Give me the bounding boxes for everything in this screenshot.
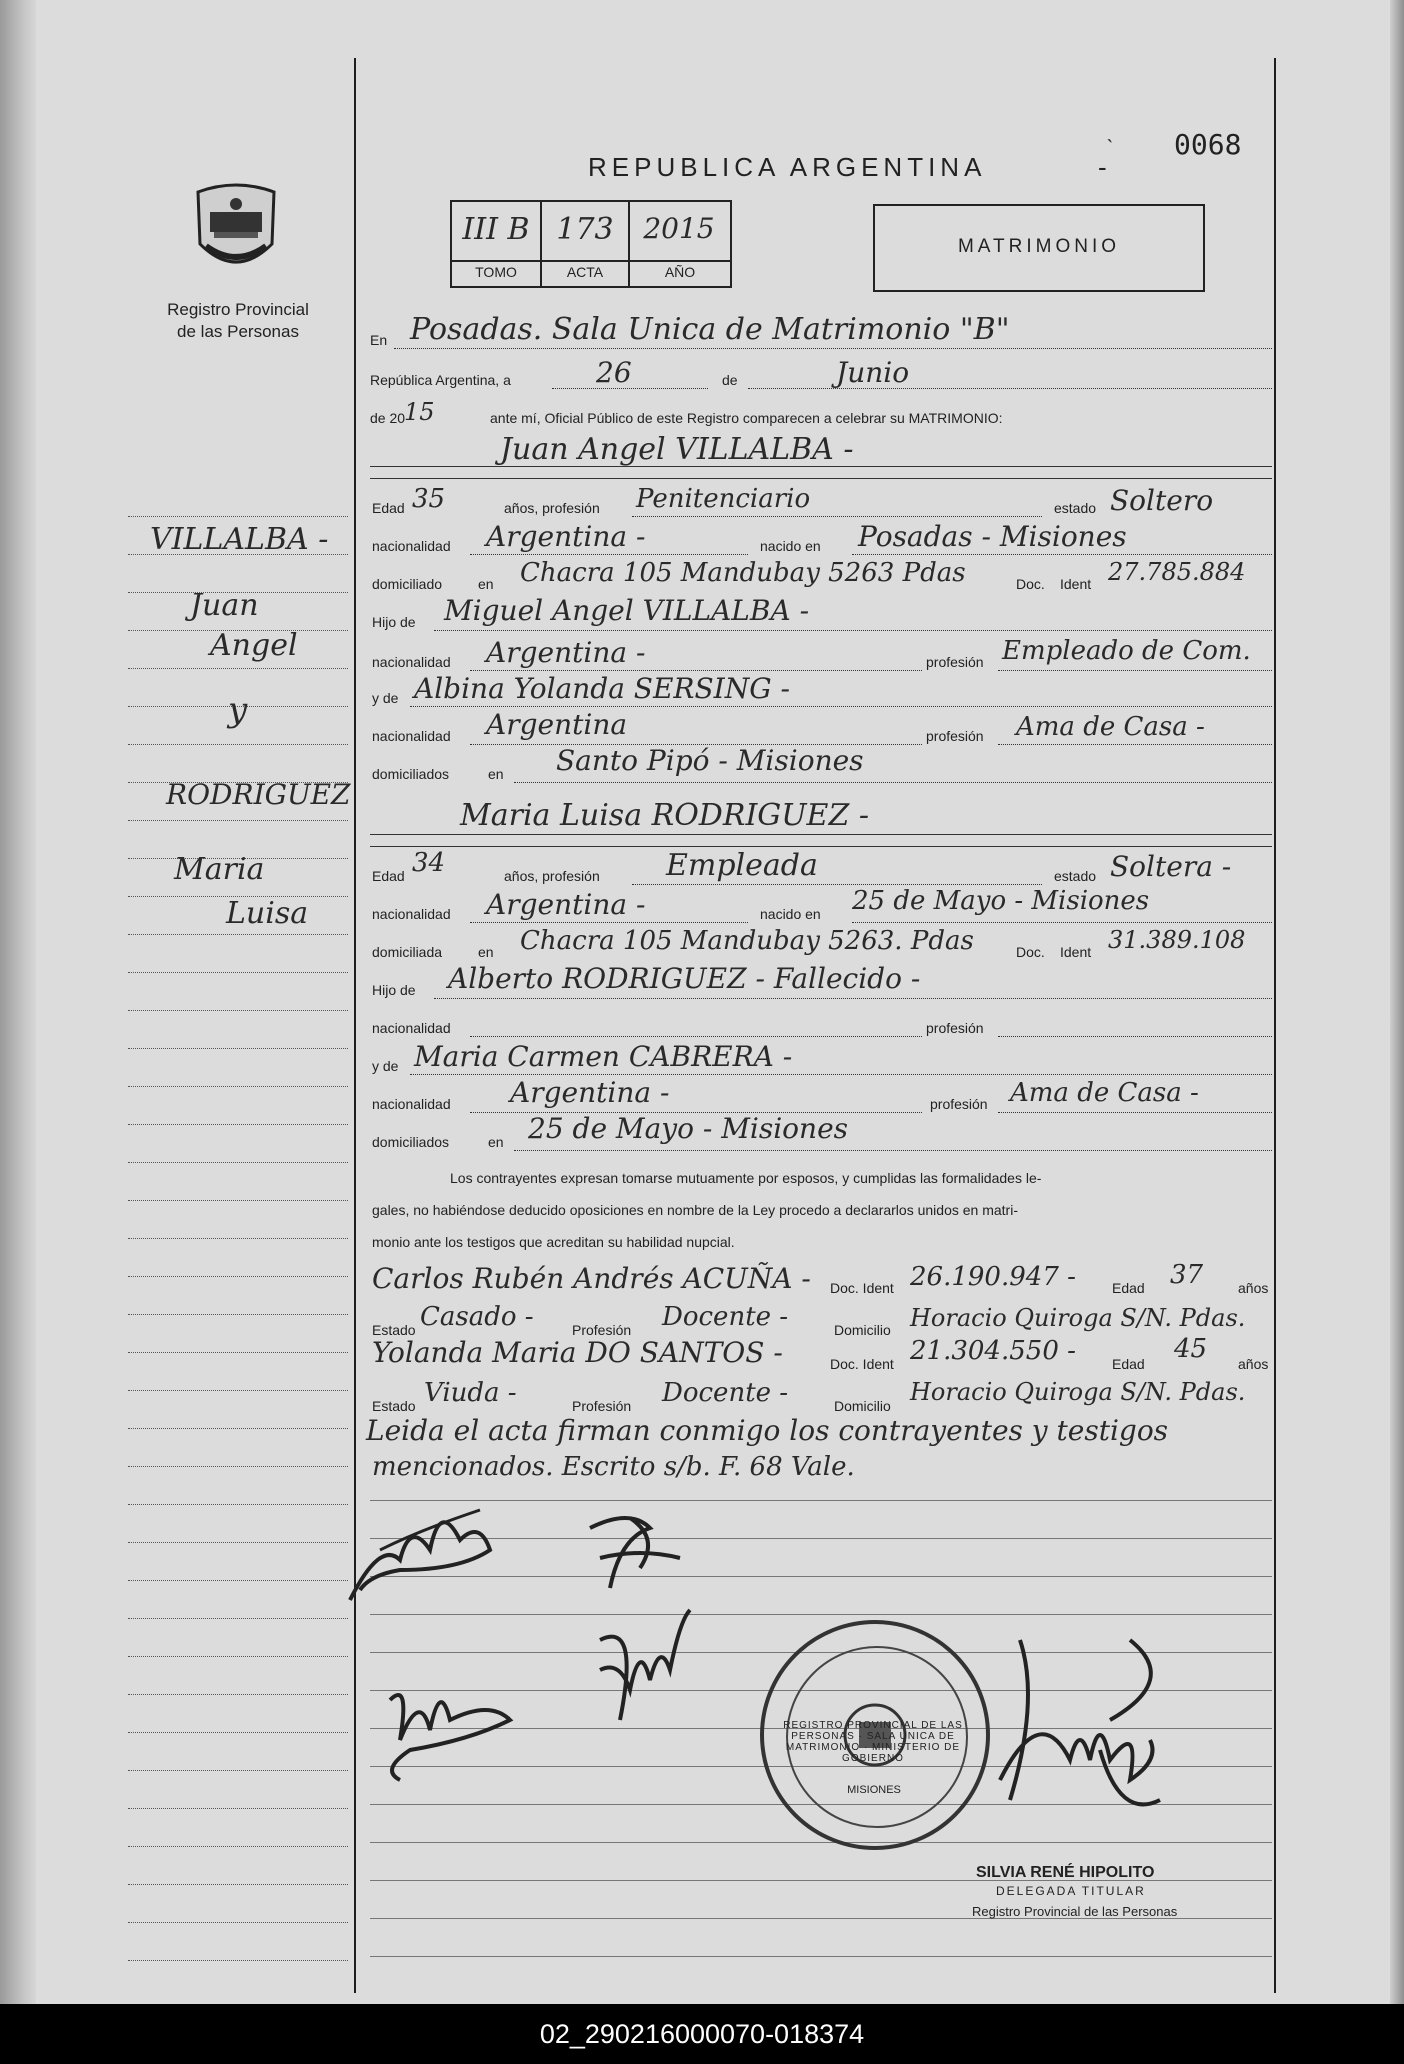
margin-rule (128, 820, 348, 821)
declaration-line1: Los contrayentes expresan tomarse mutuamente por esposos, y cumplidas las formalidades le- (450, 1170, 1042, 1186)
witness1-edad: 37 (1170, 1260, 1204, 1290)
groom-madre-prof: Ama de Casa - (1016, 712, 1205, 742)
witness2-estado: Viuda - (424, 1378, 517, 1408)
margin-rule (128, 1390, 348, 1391)
de-label: de (722, 372, 738, 388)
bride-ident-label: Ident (1060, 944, 1092, 960)
groom-edad-label: Edad (372, 500, 405, 516)
witness1-doc-label: Doc. Ident (830, 1280, 894, 1296)
margin-name1-line2: Angel (210, 628, 298, 663)
witness1-dom-label: Domicilio (834, 1322, 891, 1338)
declaration-line3: monio ante los testigos que acreditan su habilidad nupcial. (372, 1234, 735, 1250)
official-office: Registro Provincial de las Personas (972, 1904, 1178, 1919)
act-type: MATRIMONIO (957, 236, 1121, 257)
page-number: 0068 (1174, 128, 1242, 161)
bride-doc: 31.389.108 (1108, 926, 1246, 954)
tomo-value: III B (462, 212, 530, 247)
groom-madre-nac: Argentina (486, 708, 628, 741)
right-border (1274, 58, 1276, 1993)
groom-doc-label: Doc. (1016, 576, 1045, 592)
groom-madre: Albina Yolanda SERSING - (414, 672, 790, 705)
bride-name: Maria Luisa RODRIGUEZ - (460, 798, 869, 833)
official-name: SILVIA RENÉ HIPOLITO (976, 1864, 1155, 1881)
witness1-name: Carlos Rubén Andrés ACUÑA - (372, 1262, 811, 1295)
page-edge (1390, 0, 1404, 2004)
groom-madre-prof-label: profesión (926, 728, 984, 744)
tomo-label: TOMO (475, 264, 517, 280)
groom-edad: 35 (412, 484, 446, 514)
tick-mark: ˎ (1106, 119, 1114, 144)
margin-rule (128, 1162, 348, 1163)
groom-nacionalidad: Argentina - (486, 520, 646, 553)
groom-padre-nac: Argentina - (486, 636, 646, 669)
footer-code: 02_290216000070-018374 (0, 2004, 1404, 2064)
margin-rule (128, 1770, 348, 1771)
bride-en-label: en (478, 944, 494, 960)
closing-line1: Leida el acta firman conmigo los contrayentes y testigos (366, 1414, 1169, 1447)
acta-label: ACTA (566, 264, 604, 280)
closing-line2: mencionados. Escrito s/b. F. 68 Vale. (372, 1452, 855, 1482)
margin-rule (128, 1086, 348, 1087)
groom-nacido-label: nacido en (760, 538, 821, 554)
margin-rule (128, 934, 348, 935)
margin-rule (128, 1884, 348, 1885)
witness2-name: Yolanda Maria DO SANTOS - (372, 1336, 783, 1369)
groom-padre-prof-label: profesión (926, 654, 984, 670)
act-type-box (873, 204, 1205, 292)
groom-profesion: Penitenciario (636, 484, 811, 514)
bride-signature (570, 1498, 700, 1598)
margin-surname-groom: VILLALBA - (150, 522, 329, 557)
groom-estado-label: estado (1054, 500, 1097, 516)
margin-rule (128, 1200, 348, 1201)
witness2-anos-label: años (1238, 1356, 1269, 1372)
groom-signature (340, 1480, 520, 1610)
groom-anos-label: años, profesión (504, 500, 600, 516)
year-prefix: de 20 (370, 410, 406, 426)
place-value: Posadas. Sala Unica de Matrimonio "B" (410, 312, 1010, 347)
month-value: Junio (836, 356, 910, 389)
margin-rule (128, 1656, 348, 1657)
groom-name: Juan Angel VILLALBA - (500, 432, 854, 467)
bride-domiciliados-en: en (488, 1134, 504, 1150)
witness1-signature (370, 1660, 520, 1790)
margin-rule (128, 1010, 348, 1011)
bride-padres-domicilio: 25 de Mayo - Misiones (528, 1112, 849, 1145)
margin-rule (128, 1352, 348, 1353)
page-rule (370, 1614, 1272, 1615)
groom-nacido: Posadas - Misiones (858, 520, 1127, 553)
witness1-estado-label: Estado (372, 1322, 416, 1338)
bride-dom-label: domiciliada (372, 944, 443, 960)
bride-nacido-label: nacido en (760, 906, 821, 922)
bride-madre: Maria Carmen CABRERA - (414, 1040, 793, 1073)
bride-estado-label: estado (1054, 868, 1097, 884)
bride-madre-prof-label: profesión (930, 1096, 988, 1112)
margin-rule (128, 1542, 348, 1543)
groom-padre-prof: Empleado de Com. (1002, 636, 1251, 666)
province-logo (192, 182, 280, 278)
bride-nac-label: nacionalidad (372, 906, 451, 922)
margin-rule (128, 1922, 348, 1923)
ano-value: 2015 (643, 212, 715, 245)
margin-rule (128, 516, 348, 517)
groom-doc: 27.785.884 (1108, 558, 1246, 586)
margin-rule (128, 744, 348, 745)
year-suffix: 15 (404, 398, 435, 426)
bride-profesion: Empleada (666, 848, 818, 883)
witness1-domicilio: Horacio Quiroga S/N. Pdas. (910, 1304, 1246, 1332)
witness2-doc: 21.304.550 - (910, 1336, 1076, 1366)
groom-hijo-label: Hijo de (372, 614, 416, 630)
province-shield-icon (192, 182, 280, 278)
witness2-signature (580, 1600, 700, 1740)
bride-madre-prof: Ama de Casa - (1010, 1078, 1199, 1108)
ano-label: AÑO (664, 264, 696, 280)
bride-anos-label: años, profesión (504, 868, 600, 884)
groom-nac-label: nacionalidad (372, 538, 451, 554)
bride-padre-nac-label: nacionalidad (372, 1020, 451, 1036)
margin-rule (128, 1808, 348, 1809)
groom-estado: Soltero (1110, 484, 1214, 517)
registry-name-line2: de las Personas (177, 322, 299, 341)
en-label: En (370, 332, 388, 348)
official-title: DELEGADA TITULAR (996, 1884, 1146, 1898)
country-title: REPUBLICA ARGENTINA (588, 152, 987, 182)
groom-domiciliados-en: en (488, 766, 504, 782)
margin-rule (128, 1846, 348, 1847)
bride-yde-label: y de (372, 1058, 399, 1074)
margin-rule (128, 1580, 348, 1581)
witness1-profesion: Docente - (662, 1302, 789, 1332)
margin-rule (128, 1124, 348, 1125)
bride-nacionalidad: Argentina - (486, 888, 646, 921)
witness2-edad-label: Edad (1112, 1356, 1145, 1372)
margin-rule (128, 1238, 348, 1239)
intro-text: ante mí, Oficial Público de este Registro comparecen a celebrar su MATRIMONIO: (490, 410, 1003, 426)
margin-rule (128, 1960, 348, 1961)
margin-rule (128, 1694, 348, 1695)
registry-name-line1: Registro Provincial (167, 300, 309, 319)
margin-rule (128, 1314, 348, 1315)
book-table (450, 200, 732, 288)
bride-doc-label: Doc. (1016, 944, 1045, 960)
binding-edge (0, 0, 36, 2004)
margin-name2-line1: Maria (174, 852, 265, 887)
margin-divider (354, 58, 356, 1993)
witness1-prof-label: Profesión (572, 1322, 632, 1338)
groom-madre-nac-label: nacionalidad (372, 728, 451, 744)
seal-text: REGISTRO PROVINCIAL DE LAS PERSONAS · SALA UNICA DE MATRIMONIO · MINISTERIO DE GOBIERNO (783, 1720, 963, 1764)
groom-en-label: en (478, 576, 494, 592)
witness2-edad: 45 (1174, 1334, 1208, 1364)
groom-domicilio: Chacra 105 Mandubay 5263 Pdas (520, 558, 966, 588)
bride-madre-nac-label: nacionalidad (372, 1096, 451, 1112)
margin-surname-bride: RODRIGUEZ (166, 778, 351, 811)
bride-madre-nac: Argentina - (510, 1076, 670, 1109)
margin-rule (128, 1466, 348, 1467)
margin-rule (128, 1048, 348, 1049)
bride-padre-prof-label: profesión (926, 1020, 984, 1036)
bride-edad-label: Edad (372, 868, 405, 884)
page-rule (370, 1956, 1272, 1957)
margin-rule (128, 972, 348, 973)
groom-dom-label: domiciliado (372, 576, 443, 592)
witness1-estado: Casado - (420, 1302, 534, 1332)
groom-padres-domicilio: Santo Pipó - Misiones (556, 744, 864, 777)
witness2-dom-label: Domicilio (834, 1398, 891, 1414)
witness1-doc: 26.190.947 - (910, 1262, 1076, 1292)
witness1-edad-label: Edad (1112, 1280, 1145, 1296)
witness2-prof-label: Profesión (572, 1398, 632, 1414)
official-seal (760, 1620, 990, 1850)
bride-edad: 34 (412, 848, 446, 878)
title-dash: - (1098, 152, 1107, 182)
bride-domiciliados-label: domiciliados (372, 1134, 450, 1150)
margin-rule (128, 668, 348, 669)
bride-nacido: 25 de Mayo - Misiones (852, 886, 1150, 916)
margin-rule (128, 1618, 348, 1619)
margin-rule (128, 1732, 348, 1733)
margin-name1-line1: Juan (190, 588, 259, 623)
bride-estado: Soltera - (1110, 850, 1232, 883)
bride-domicilio: Chacra 105 Mandubay 5263. Pdas (520, 926, 974, 956)
declaration-line2: gales, no habiéndose deducido oposiciones en nombre de la Ley procedo a declararlos unidos en matri- (372, 1202, 1018, 1218)
official-signature (980, 1620, 1180, 1840)
bride-hijo-label: Hijo de (372, 982, 416, 998)
groom-padre-nac-label: nacionalidad (372, 654, 451, 670)
witness2-domicilio: Horacio Quiroga S/N. Pdas. (910, 1378, 1246, 1406)
witness1-anos-label: años (1238, 1280, 1269, 1296)
margin-rule (128, 1428, 348, 1429)
margin-name2-line2: Luisa (226, 896, 309, 931)
witness2-profesion: Docente - (662, 1378, 789, 1408)
acta-value: 173 (556, 212, 614, 247)
witness2-estado-label: Estado (372, 1398, 416, 1414)
margin-rule (128, 1276, 348, 1277)
groom-padre: Miguel Angel VILLALBA - (444, 594, 810, 627)
groom-yde-label: y de (372, 690, 399, 706)
seal-sub: MISIONES (847, 1784, 901, 1796)
margin-rule (128, 1504, 348, 1505)
margin-conjunction: y (228, 690, 248, 730)
bride-padre: Alberto RODRIGUEZ - Fallecido - (448, 962, 921, 995)
groom-ident-label: Ident (1060, 576, 1092, 592)
groom-domiciliados-label: domiciliados (372, 766, 450, 782)
republica-label: República Argentina, a (370, 372, 511, 388)
witness2-doc-label: Doc. Ident (830, 1356, 894, 1372)
day-value: 26 (596, 356, 632, 389)
